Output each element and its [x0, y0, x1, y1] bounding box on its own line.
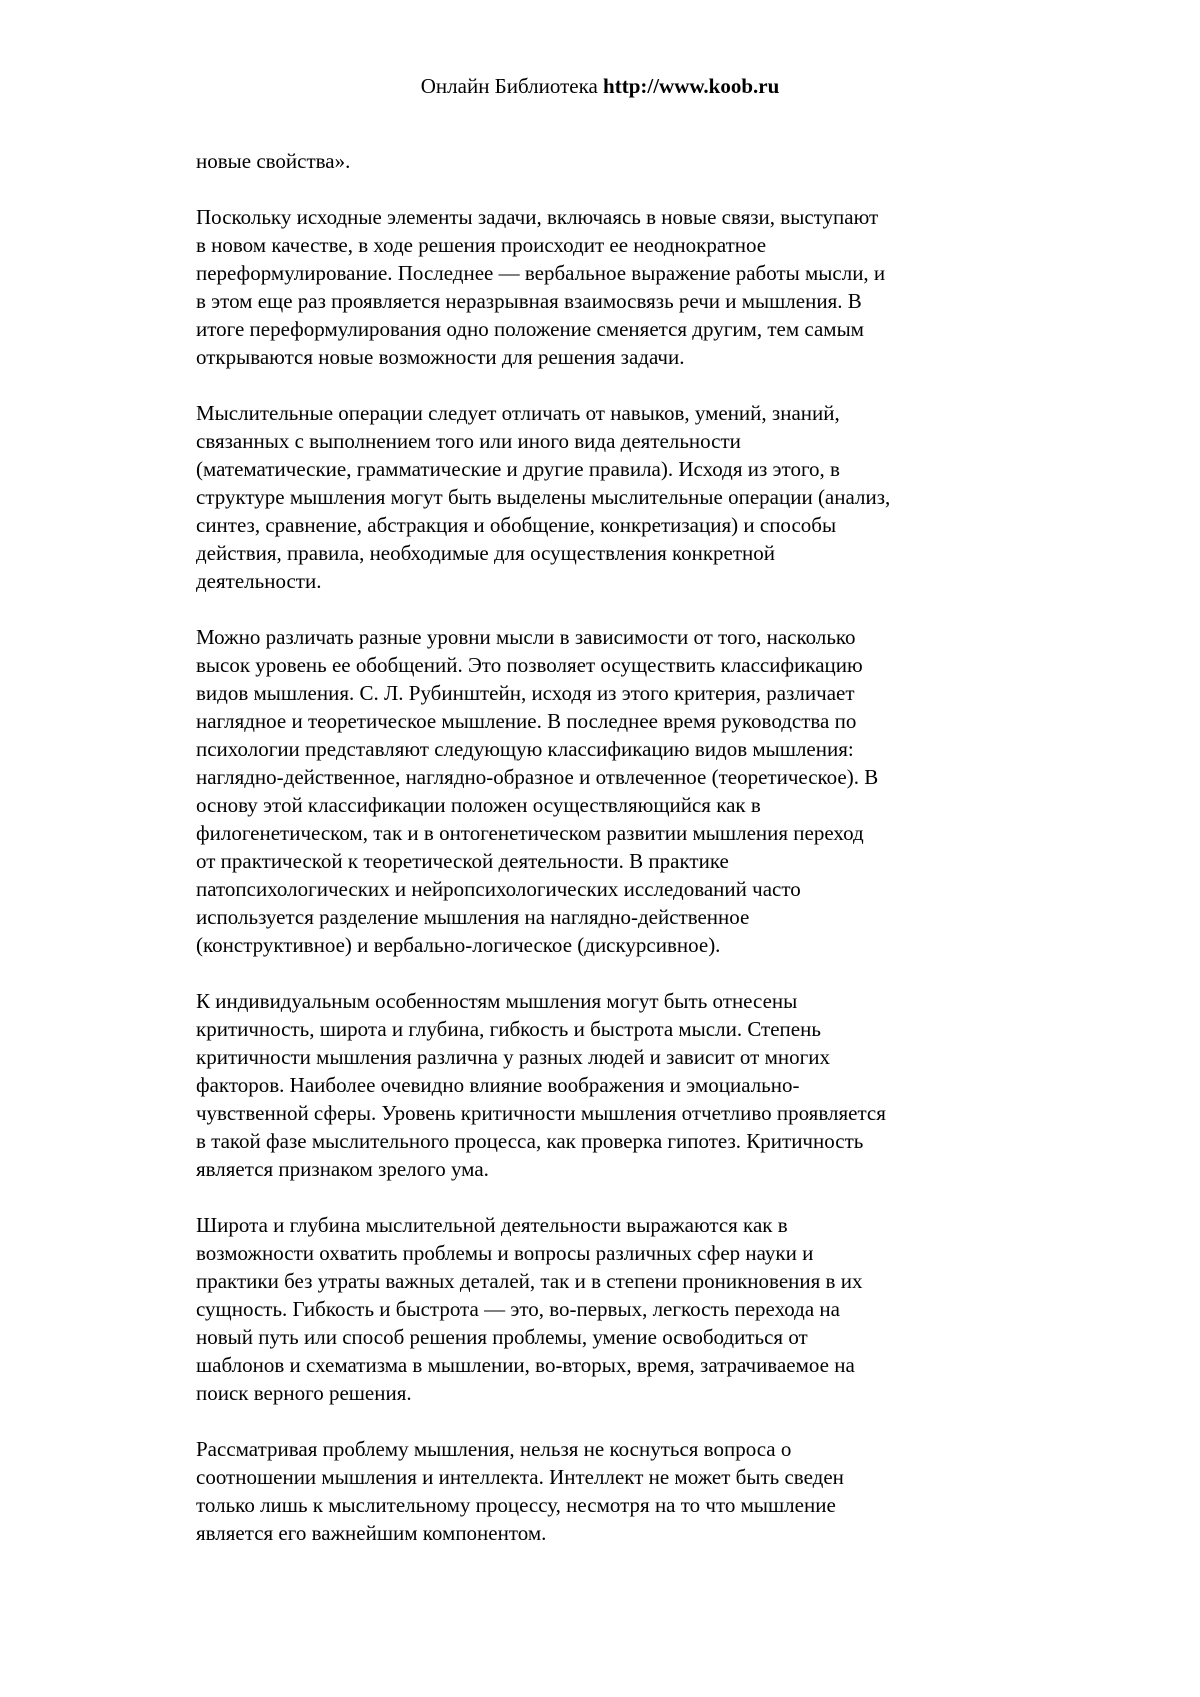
- text-line: только лишь к мыслительному процессу, несмотря на то что мышление: [196, 1493, 836, 1517]
- text-line: используется разделение мышления на наглядно-действенное: [196, 905, 750, 929]
- text-line: К индивидуальным особенностям мышления могут быть отнесены: [196, 989, 798, 1013]
- paragraph: [196, 399, 1056, 595]
- text-line: является признаком зрелого ума.: [196, 1157, 489, 1181]
- text-line: основу этой классификации положен осуществляющийся как в: [196, 793, 761, 817]
- text-line: наглядно-действенное, наглядно-образное и отвлеченное (теоретическое). В: [196, 765, 879, 789]
- text-line: действия, правила, необходимые для осуществления конкретной: [196, 541, 776, 565]
- text-line: критичность, широта и глубина, гибкость и быстрота мысли. Степень: [196, 1017, 821, 1041]
- paragraph: [196, 623, 1056, 959]
- text-line: от практической к теоретической деятельности. В практике: [196, 849, 729, 873]
- text-line: структуре мышления могут быть выделены мыслительные операции (анализ,: [196, 485, 891, 509]
- text-line: синтез, сравнение, абстракция и обобщение, конкретизация) и способы: [196, 513, 837, 537]
- text-line: связанных с выполнением того или иного вида деятельности: [196, 429, 741, 453]
- header-url: http://www.koob.ru: [603, 74, 780, 98]
- text-line: (математические, грамматические и другие правила). Исходя из этого, в: [196, 457, 840, 481]
- page-header: [0, 72, 1200, 100]
- text-line: соотношении мышления и интеллекта. Интеллект не может быть сведен: [196, 1465, 844, 1489]
- text-line: новые свойства».: [196, 149, 351, 173]
- text-line: психологии представляют следующую классификацию видов мышления:: [196, 737, 854, 761]
- paragraph: [196, 1211, 1056, 1407]
- paragraph: [196, 203, 1056, 371]
- text-line: поиск верного решения.: [196, 1381, 412, 1405]
- paragraph: [196, 987, 1056, 1183]
- text-line: Рассматривая проблему мышления, нельзя не коснуться вопроса о: [196, 1437, 792, 1461]
- text-line: переформулирование. Последнее — вербальное выражение работы мысли, и: [196, 261, 886, 285]
- text-line: патопсихологических и нейропсихологических исследований часто: [196, 877, 801, 901]
- text-line: Можно различать разные уровни мысли в зависимости от того, насколько: [196, 625, 856, 649]
- header-label: Онлайн Библиотека: [420, 74, 604, 98]
- text-line: открываются новые возможности для решения задачи.: [196, 345, 685, 369]
- text-line: видов мышления. С. Л. Рубинштейн, исходя из этого критерия, различает: [196, 681, 855, 705]
- text-line: факторов. Наиболее очевидно влияние воображения и эмоциально-: [196, 1073, 800, 1097]
- text-line: шаблонов и схематизма в мышлении, во-вторых, время, затрачиваемое на: [196, 1353, 855, 1377]
- text-line: деятельности.: [196, 569, 322, 593]
- text-line: филогенетическом, так и в онтогенетическом развитии мышления переход: [196, 821, 864, 845]
- text-line: итоге переформулирования одно положение сменяется другим, тем самым: [196, 317, 864, 341]
- text-line: в этом еще раз проявляется неразрывная взаимосвязь речи и мышления. В: [196, 289, 862, 313]
- text-line: в такой фазе мыслительного процесса, как проверка гипотез. Критичность: [196, 1129, 864, 1153]
- text-line: новый путь или способ решения проблемы, умение освободиться от: [196, 1325, 808, 1349]
- text-line: является его важнейшим компонентом.: [196, 1521, 547, 1545]
- text-line: Поскольку исходные элементы задачи, включаясь в новые связи, выступают: [196, 205, 879, 229]
- text-line: критичности мышления различна у разных людей и зависит от многих: [196, 1045, 830, 1069]
- text-line: высок уровень ее обобщений. Это позволяет осуществить классификацию: [196, 653, 863, 677]
- text-line: наглядное и теоретическое мышление. В последнее время руководства по: [196, 709, 857, 733]
- text-line: чувственной сферы. Уровень критичности мышления отчетливо проявляется: [196, 1101, 886, 1125]
- paragraph: [196, 147, 1056, 175]
- text-line: возможности охватить проблемы и вопросы различных сфер науки и: [196, 1241, 814, 1265]
- text-line: практики без утраты важных деталей, так и в степени проникновения в их: [196, 1269, 863, 1293]
- document-body: [196, 147, 1056, 1575]
- text-line: Широта и глубина мыслительной деятельности выражаются как в: [196, 1213, 788, 1237]
- text-line: сущность. Гибкость и быстрота — это, во-первых, легкость перехода на: [196, 1297, 840, 1321]
- text-line: в новом качестве, в ходе решения происходит ее неоднократное: [196, 233, 767, 257]
- text-line: (конструктивное) и вербально-логическое (дискурсивное).: [196, 933, 721, 957]
- text-line: Мыслительные операции следует отличать от навыков, умений, знаний,: [196, 401, 840, 425]
- paragraph: [196, 1435, 1056, 1547]
